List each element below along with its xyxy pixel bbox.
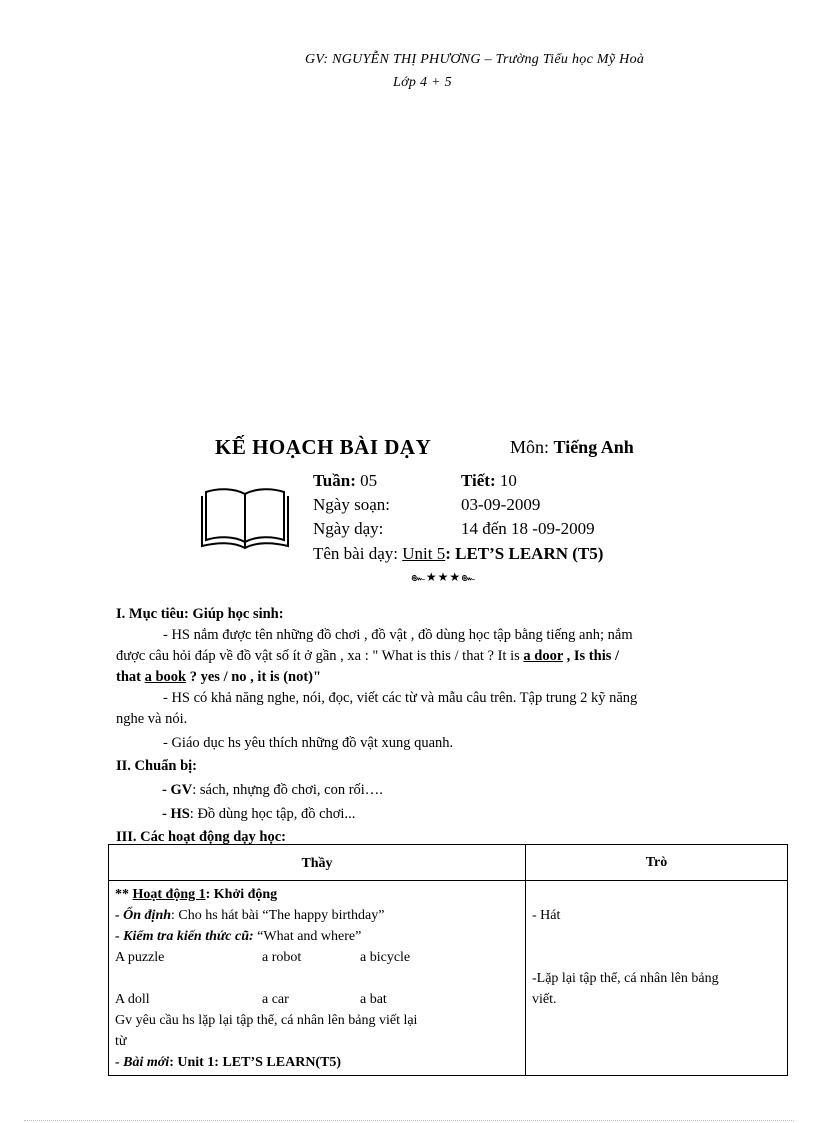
lesson-meta xyxy=(313,471,713,571)
prep-gv xyxy=(116,780,756,801)
activity-rest: : Khởi động xyxy=(205,887,278,902)
word-item: a robot xyxy=(262,950,302,965)
lesson-unit: Unit 5 xyxy=(402,544,446,563)
subject-label: Môn: xyxy=(510,437,550,457)
instruction-line-b: từ xyxy=(115,1034,127,1049)
prep-date-label: Ngày soạn: xyxy=(313,495,390,514)
stabilize-label: - Ổn định xyxy=(115,908,172,923)
subject-value: Tiếng Anh xyxy=(553,437,634,457)
lesson-name-value: : LET’S LEARN (T5) xyxy=(445,544,604,563)
preparation-heading: II. Chuẩn bị: xyxy=(116,758,197,774)
objective-1-text-d: that xyxy=(116,669,145,685)
decorative-ornament: ๛★★★๛ xyxy=(411,570,477,584)
lesson-name-label: Tên bài dạy: xyxy=(313,544,398,563)
week-value: 05 xyxy=(360,471,378,490)
activities-table xyxy=(108,844,788,1076)
table-row xyxy=(109,881,788,1076)
objective-1-line-b xyxy=(116,646,756,667)
open-book-icon xyxy=(200,486,290,550)
col-header-teacher: Thầy xyxy=(109,845,526,881)
teach-date-label: Ngày dạy: xyxy=(313,519,384,538)
example-a-book: a book xyxy=(144,669,187,685)
word-item: A puzzle xyxy=(115,950,165,965)
table-header-row xyxy=(109,845,788,881)
prep-gv-text: : sách, nhựng đồ chơi, con rối…. xyxy=(192,782,383,798)
activity-label: Hoạt động 1 xyxy=(132,887,206,902)
word-item: a bat xyxy=(360,992,387,1007)
col-header-student: Trò xyxy=(526,845,788,881)
prep-hs xyxy=(116,804,756,825)
objectives-heading: I. Mục tiêu: Giúp học sinh: xyxy=(116,606,284,622)
check-text: “What and where” xyxy=(253,929,362,944)
words-row-1 xyxy=(115,947,519,968)
words-row-2 xyxy=(115,989,519,1010)
student-response-2-a: -Lặp lại tập thể, cá nhân lên bảng xyxy=(532,971,719,986)
instruction-line-a: Gv yêu cầu hs lặp lại tập thể, cá nhân lên bảng viết lại xyxy=(115,1013,418,1028)
word-item: a bicycle xyxy=(360,950,411,965)
week-label: Tuần: xyxy=(313,471,356,490)
objective-2-line-a: - HS có khả năng nghe, nói, đọc, viết các từ và mẫu câu trên. Tập trung 2 kỹ năng xyxy=(163,690,638,706)
teacher-cell xyxy=(109,881,526,1076)
objective-1-line-a: - HS nắm được tên những đồ chơi , đồ vật , đồ dùng học tập bằng tiếng anh; nắm xyxy=(163,627,633,643)
prep-gv-label: - GV xyxy=(162,782,193,798)
activities-heading: III. Các hoạt động dạy học: xyxy=(116,829,286,845)
objective-3: - Giáo dục hs yêu thích những đồ vật xung quanh. xyxy=(163,735,454,751)
example-a-door: a door xyxy=(523,648,564,664)
objective-2-line-b: nghe và nói. xyxy=(116,711,188,727)
word-item: A doll xyxy=(115,992,150,1007)
stabilize-text: : Cho hs hát bài “The happy birthday” xyxy=(171,908,385,923)
activity-prefix: ** xyxy=(115,887,133,902)
new-lesson-line xyxy=(115,1052,519,1073)
new-lesson-label: - Bài mới xyxy=(115,1055,170,1070)
page-bottom-divider xyxy=(24,1120,794,1121)
stabilize-line xyxy=(115,905,519,926)
header-class: Lớp 4 + 5 xyxy=(393,75,452,90)
document-title: KẾ HOẠCH BÀI DẠY xyxy=(215,435,432,459)
activity-1-heading xyxy=(115,884,519,905)
teach-date-value: 14 đến 18 -09-2009 xyxy=(461,519,595,538)
student-response-2-b: viết. xyxy=(532,992,557,1007)
student-response-1: - Hát xyxy=(532,908,561,923)
check-line xyxy=(115,926,519,947)
spacer xyxy=(115,968,519,989)
objective-1-line-c xyxy=(116,667,756,688)
objective-1-text-e: ? yes / no , it is (not)" xyxy=(186,669,322,685)
word-item: a car xyxy=(262,992,289,1007)
period-label: Tiết: xyxy=(461,471,496,490)
check-label: - Kiểm tra kiến thức cũ: xyxy=(115,929,254,944)
period-value: 10 xyxy=(499,471,517,490)
objective-1-text-c: , Is this / xyxy=(563,648,620,664)
prep-date-value: 03-09-2009 xyxy=(461,495,541,514)
prep-hs-text: : Đồ dùng học tập, đồ chơi... xyxy=(189,806,356,822)
objective-1-text-b: được câu hỏi đáp về đồ vật số ít ở gần , xa : " What is this / that ? It is xyxy=(116,648,524,664)
subject-line xyxy=(510,437,634,458)
header-teacher-school: GV: NGUYỄN THỊ PHƯƠNG – Trường Tiểu học Mỹ Hoà xyxy=(305,52,645,67)
prep-hs-label: - HS xyxy=(162,806,190,822)
new-lesson-text: : Unit 1: LET’S LEARN(T5) xyxy=(169,1055,342,1070)
objectives-section xyxy=(116,604,756,848)
student-cell xyxy=(526,881,788,1076)
lesson-name-line xyxy=(313,544,603,564)
